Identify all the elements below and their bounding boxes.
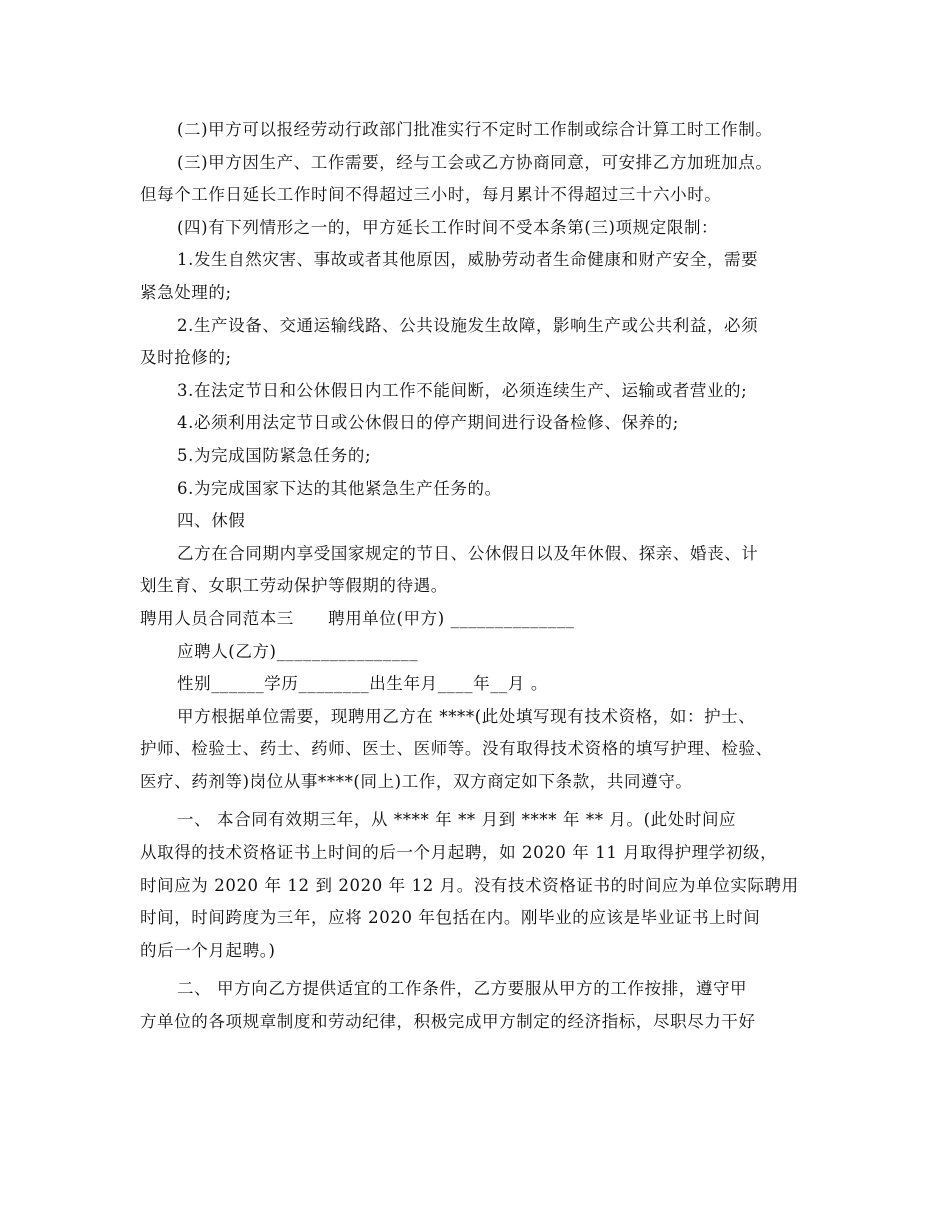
item-2: 2.生产设备、交通运输线路、公共设施发生故障，影响生产或公共利益，必须 (177, 315, 759, 335)
intro-paragraph-cont-2: 医疗、药剂等)岗位从事****(同上)工作，双方商定如下条款，共同遵守。 (140, 771, 693, 791)
article-1-cont-2: 时间应为 2020 年 12 到 2020 年 12 月。没有技术资格证书的时间应为单位实际聘用 (140, 875, 799, 895)
clause-3-cont: 但每个工作日延长工作时间不得超过三小时，每月累计不得超过三十六小时。 (140, 185, 722, 205)
item-6: 6.为完成国家下达的其他紧急生产任务的。 (177, 478, 502, 498)
item-5: 5.为完成国防紧急任务的; (177, 445, 372, 465)
vacation-text: 乙方在合同期内享受国家规定的节日、公休假日以及年休假、探亲、婚丧、计 (177, 543, 759, 563)
intro-paragraph-cont-1: 护师、检验士、药士、药师、医士、医师等。没有取得技术资格的填写护理、检验、 (140, 739, 773, 759)
intro-paragraph: 甲方根据单位需要，现聘用乙方在 ****(此处填写现有技术资格，如：护士、 (177, 706, 756, 726)
document-body (140, 114, 825, 1039)
clause-4: (四)有下列情形之一的，甲方延长工作时间不受本条第(三)项规定限制： (177, 217, 719, 237)
article-1-cont-3: 时间，时间跨度为三年，应将 2020 年包括在内。刚毕业的应该是毕业证书上时间 (140, 908, 761, 928)
item-1-cont: 紧急处理的; (140, 282, 232, 302)
item-2-cont: 及时抢修的; (140, 348, 232, 368)
clause-2: (二)甲方可以报经劳动行政部门批准实行不定时工作制或综合计算工时工作制。 (177, 120, 773, 139)
section-heading-vacation: 四、休假 (177, 511, 246, 531)
contract-title-employer: 聘用人员合同范本三 聘用单位(甲方) ______________ (140, 608, 575, 628)
clause-3: (三)甲方因生产、工作需要，经与工会或乙方协商同意，可安排乙方加班加点。 (177, 152, 773, 172)
article-2: 二、 甲方向乙方提供适宜的工作条件，乙方要服从甲方的工作按排，遵守甲 (177, 979, 748, 999)
item-1: 1.发生自然灾害、事故或者其他原因，威胁劳动者生命健康和财产安全，需要 (177, 250, 759, 270)
employee-field: 应聘人(乙方)________________ (177, 641, 419, 661)
item-4: 4.必须利用法定节日或公休假日的停产期间进行设备检修、保养的; (177, 413, 679, 433)
vacation-text-cont: 划生育、女职工劳动保护等假期的待遇。 (140, 576, 448, 596)
article-2-cont: 方单位的各项规章制度和劳动纪律，积极完成甲方制定的经济指标，尽职尽力干好 (140, 1012, 756, 1032)
article-1-cont-1: 从取得的技术资格证书上时间的后一个月起聘，如 2020 年 11 月取得护理学初级， (140, 843, 778, 863)
article-1: 一、 本合同有效期三年，从 **** 年 ** 月到 **** 年 ** 月。(此处时间应 (177, 810, 737, 830)
personal-info-fields: 性别______学历________出生年月____年__月 。 (177, 674, 548, 694)
article-1-cont-4: 的后一个月起聘。) (140, 940, 276, 960)
item-3: 3.在法定节日和公休假日内工作不能间断，必须连续生产、运输或者营业的; (177, 380, 748, 400)
